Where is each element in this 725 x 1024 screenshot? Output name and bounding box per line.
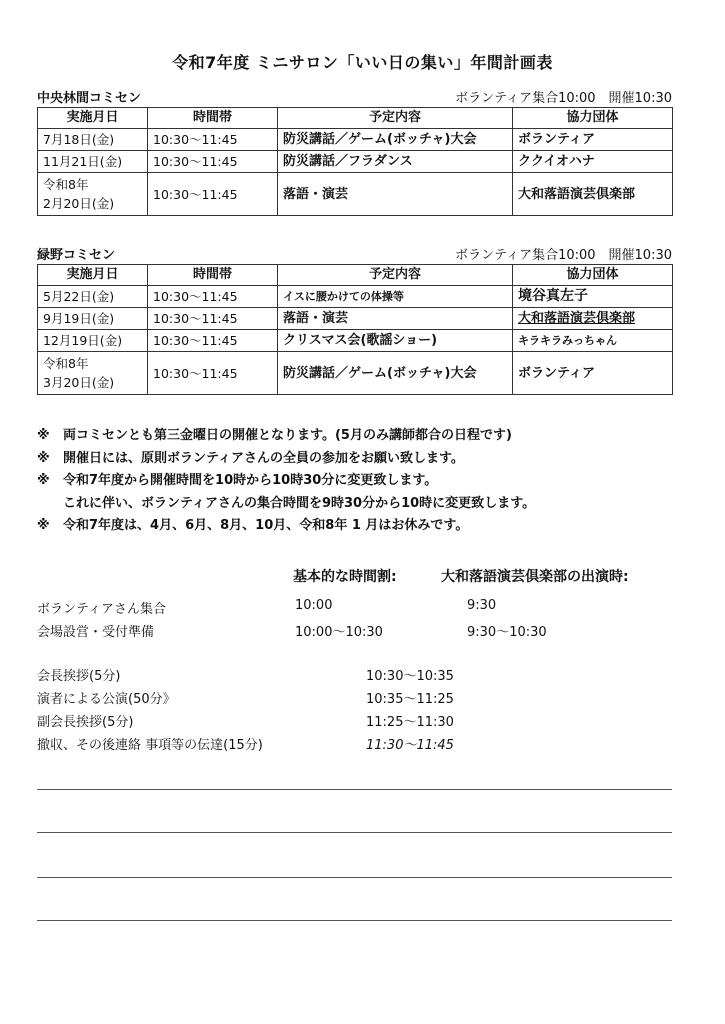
note-mark: ※: [37, 518, 50, 533]
basic-timetable-heading: 基本的な時間割:: [293, 569, 397, 585]
note-text: 令和7年度から開催時間を10時から10時30分に変更致します。: [63, 473, 438, 488]
program-row-label: 副会長挨拶(5分): [37, 715, 134, 730]
cell-time: 10:30～11:45: [148, 129, 278, 151]
cell-content: イスに腰かけての体操等: [278, 286, 513, 308]
cell-partner: キラキラみっちゃん: [513, 330, 673, 352]
note-item: [37, 448, 535, 471]
note-item-continuation: [37, 493, 535, 516]
prep-row-basic-time: 10:00～10:30: [295, 625, 383, 640]
cell-partner: [513, 308, 673, 330]
table-header-row: [38, 108, 673, 129]
program-row-time: 10:30～10:35: [366, 669, 454, 684]
cell-time: 10:30～11:45: [148, 352, 278, 395]
table-row: [38, 308, 673, 330]
cell-date-year: 令和8年: [43, 356, 89, 371]
note-mark: ※: [37, 473, 50, 488]
cell-partner-text: 大和落語演芸倶楽部: [518, 311, 636, 326]
prep-row-rakugo-time: 9:30～10:30: [467, 625, 547, 640]
program-row-label: 撤収、その後連絡 事項等の伝達(15分): [37, 738, 263, 753]
blank-line: [37, 920, 672, 921]
cell-time: 10:30～11:45: [148, 151, 278, 173]
header-partner: 協力団体: [513, 108, 673, 129]
cell-time: 10:30～11:45: [148, 330, 278, 352]
table-row: [38, 330, 673, 352]
cell-time: 10:30～11:45: [148, 308, 278, 330]
header-content: 予定内容: [278, 265, 513, 286]
cell-partner: 境谷真左子: [513, 286, 673, 308]
table-row: [38, 352, 673, 395]
note-mark: ※: [37, 450, 50, 466]
cell-date: [38, 352, 148, 395]
program-row-label: 会長挨拶(5分): [37, 669, 121, 684]
note-text: 令和7年度は、4月、6月、8月、10月、令和8年 1 月はお休みです。: [63, 518, 469, 533]
table-header-row: [38, 265, 673, 286]
cell-date: 12月19日(金): [38, 330, 148, 352]
cell-partner: ボランティア: [513, 129, 673, 151]
schedule-table-chuo-rinkan: [37, 107, 673, 216]
note-text: 両コミセンとも第三金曜日の開催となります。(5月のみ講師都合の日程です): [63, 428, 512, 443]
header-partner: 協力団体: [513, 265, 673, 286]
note-item: [37, 515, 535, 538]
venue-label-midorino: 緑野コミセン: [37, 248, 116, 263]
table-row: [38, 286, 673, 308]
cell-time: 10:30～11:45: [148, 173, 278, 216]
program-row-time: 11:30～11:45: [366, 738, 454, 753]
cell-content: 落語・演芸: [278, 308, 513, 330]
note-text: これに伴い、ボランティアさんの集合時間を9時30分から10時に変更致します。: [63, 495, 536, 511]
prep-row-label: ボランティアさん集合: [37, 602, 166, 617]
prep-row-basic-time: 10:00: [295, 598, 333, 613]
program-row-label: 演者による公演(50分》: [37, 692, 176, 707]
cell-date: [38, 173, 148, 216]
cell-date: 5月22日(金): [38, 286, 148, 308]
meeting-info-chuo-rinkan: ボランティア集合10:00 開催10:30: [455, 91, 672, 106]
venue-label-chuo-rinkan: 中央林間コミセン: [37, 91, 142, 106]
cell-content: 防災講話／ゲーム(ボッチャ)大会: [278, 129, 513, 151]
table-row: [38, 151, 673, 173]
cell-date-day: 2月20日(金): [43, 196, 115, 211]
note-text: 開催日には、原則ボランティアさんの全員の参加をお願い致します。: [63, 450, 464, 466]
prep-row-label: 会場設営・受付準備: [37, 625, 155, 640]
header-time: 時間帯: [148, 265, 278, 286]
schedule-table-midorino: [37, 264, 673, 395]
cell-content: 防災講話／ゲーム(ボッチャ)大会: [278, 352, 513, 395]
note-mark: ※: [37, 428, 50, 443]
cell-date-year: 令和8年: [43, 177, 89, 192]
program-row-time: 10:35～11:25: [366, 692, 454, 707]
cell-date: 11月21日(金): [38, 151, 148, 173]
blank-line: [37, 832, 672, 833]
rakugo-timetable-heading: 大和落語演芸倶楽部の出演時:: [441, 569, 629, 585]
note-item: [37, 470, 535, 493]
cell-time: 10:30～11:45: [148, 286, 278, 308]
cell-content: 落語・演芸: [278, 173, 513, 216]
note-item: [37, 425, 535, 448]
header-content: 予定内容: [278, 108, 513, 129]
header-date: 実施月日: [38, 265, 148, 286]
header-time: 時間帯: [148, 108, 278, 129]
cell-content: 防災講話／フラダンス: [278, 151, 513, 173]
cell-partner: 大和落語演芸倶楽部: [513, 173, 673, 216]
cell-content: クリスマス会(歌謡ショー): [278, 330, 513, 352]
header-date: 実施月日: [38, 108, 148, 129]
program-row-time: 11:25～11:30: [366, 715, 454, 730]
meeting-info-midorino: ボランティア集合10:00 開催10:30: [455, 248, 672, 263]
cell-partner: ククイオハナ: [513, 151, 673, 173]
table-row: [38, 173, 673, 216]
table-row: [38, 129, 673, 151]
cell-date-day: 3月20日(金): [43, 375, 115, 390]
cell-date: 9月19日(金): [38, 308, 148, 330]
blank-line: [37, 877, 672, 878]
notes-section: [37, 425, 535, 538]
prep-row-rakugo-time: 9:30: [467, 598, 497, 613]
cell-partner: ボランティア: [513, 352, 673, 395]
cell-date: 7月18日(金): [38, 129, 148, 151]
page-title: 令和7年度 ミニサロン「いい日の集い」年間計画表: [172, 53, 553, 72]
blank-line: [37, 789, 672, 790]
